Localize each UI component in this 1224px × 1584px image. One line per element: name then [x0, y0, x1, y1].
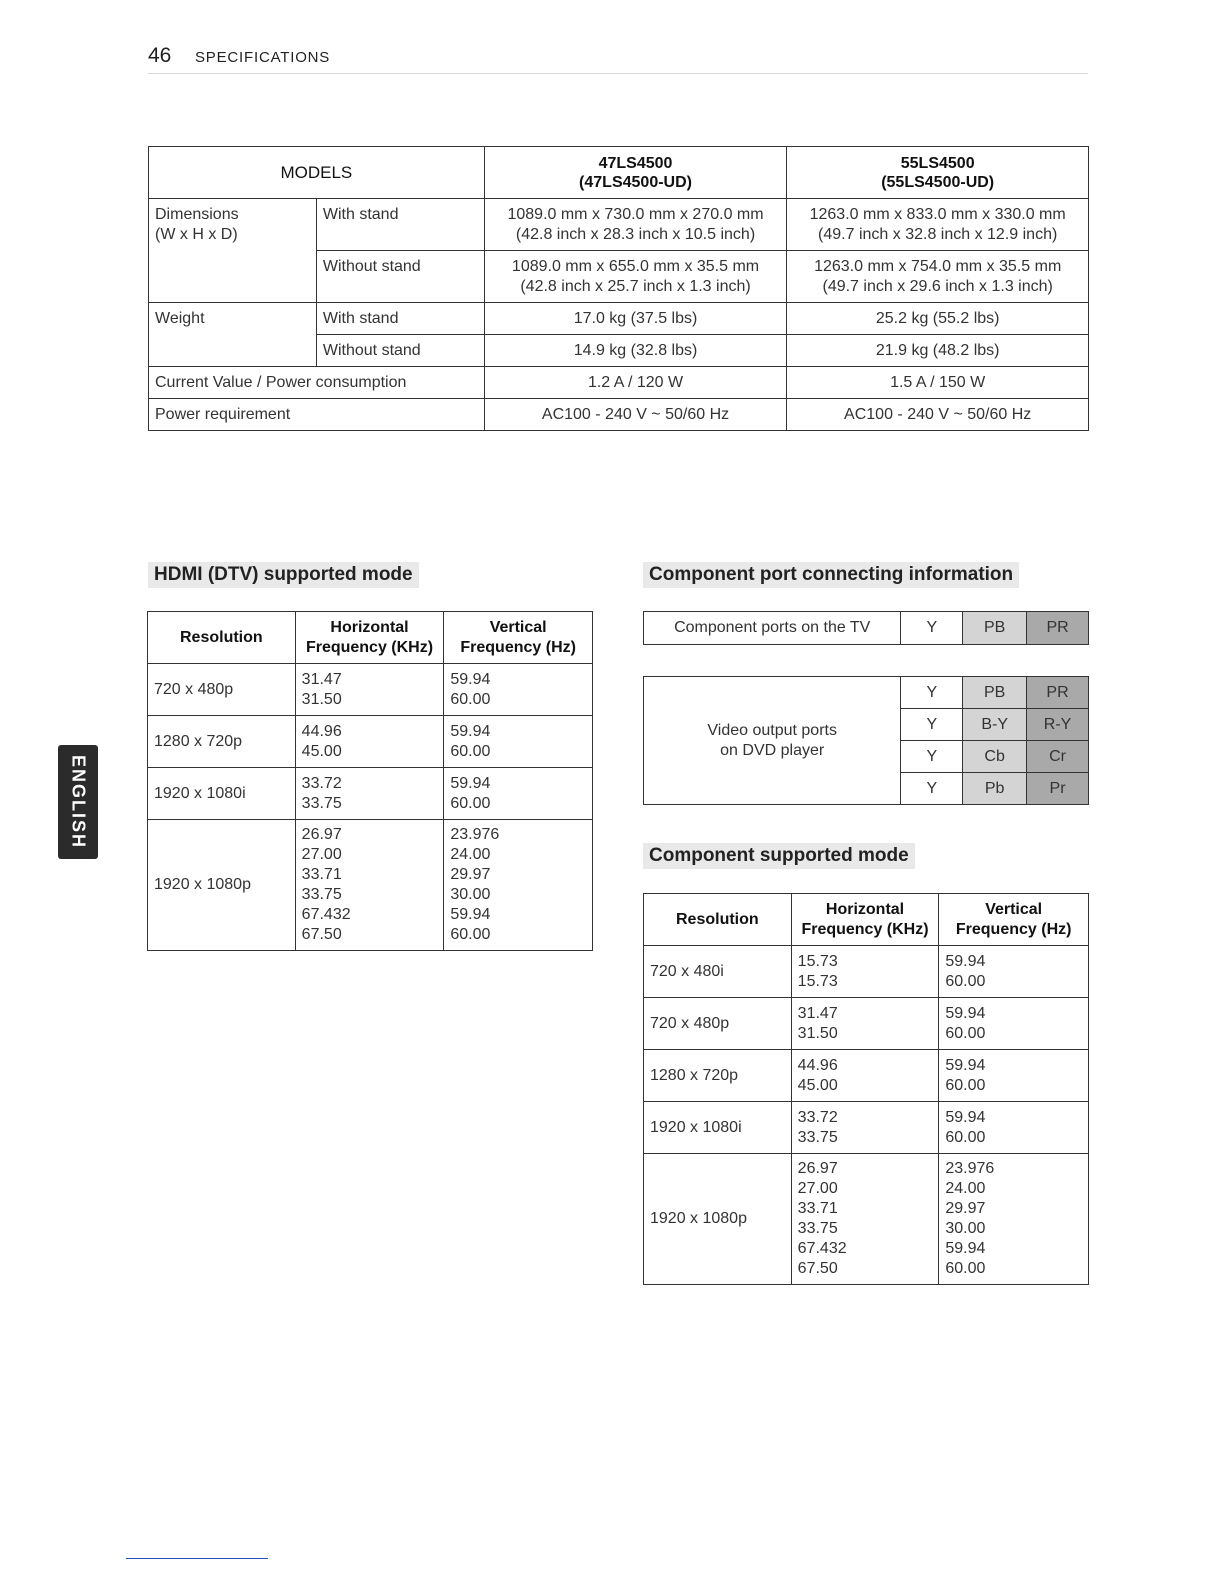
power-row: [149, 399, 1089, 431]
page-header: [148, 44, 1088, 74]
dim-with-a: 1089.0 mm x 730.0 mm x 270.0 mm (42.8 inch x 28.3 inch x 10.5 inch): [484, 199, 787, 251]
without-stand-label: Without stand: [316, 251, 484, 303]
weight-without-a: 14.9 kg (32.8 lbs): [484, 335, 787, 367]
dvd-port-r: R-Y: [1027, 709, 1089, 741]
dvd-ports-label: Video output ports on DVD player: [644, 677, 901, 805]
dvd-port-r: Cr: [1027, 741, 1089, 773]
tv-ports-row: [644, 612, 1089, 645]
hdmi-v-values: 59.94 60.00: [444, 716, 593, 768]
page-number: 46: [148, 44, 172, 67]
table-row: [148, 716, 593, 768]
component-h-header: Horizontal Frequency (KHz): [791, 894, 939, 946]
hdmi-v-values: 59.94 60.00: [444, 768, 593, 820]
component-h-values: 44.96 45.00: [791, 1050, 939, 1102]
hdmi-v-header: Vertical Frequency (Hz): [444, 612, 593, 664]
dvd-port-y: Y: [901, 709, 963, 741]
power-b: AC100 - 240 V ~ 50/60 Hz: [787, 399, 1089, 431]
hdmi-v-values: 23.976 24.00 29.97 30.00 59.94 60.00: [444, 820, 593, 951]
table-row: [644, 1102, 1089, 1154]
dim-without-a: 1089.0 mm x 655.0 mm x 35.5 mm (42.8 inch x 25.7 inch x 1.3 inch): [484, 251, 787, 303]
component-v-values: 23.976 24.00 29.97 30.00 59.94 60.00: [939, 1154, 1089, 1285]
weight-without-b: 21.9 kg (48.2 lbs): [787, 335, 1089, 367]
hdmi-h-values: 44.96 45.00: [295, 716, 444, 768]
component-h-values: 33.72 33.75: [791, 1102, 939, 1154]
dim-with-b: 1263.0 mm x 833.0 mm x 330.0 mm (49.7 inch x 32.8 inch x 12.9 inch): [787, 199, 1089, 251]
component-res: 720 x 480i: [644, 946, 792, 998]
hdmi-res: 1920 x 1080p: [148, 820, 296, 951]
section-name: SPECIFICATIONS: [195, 49, 331, 66]
models-header: MODELS: [149, 147, 485, 199]
weight-with-row: [149, 303, 1089, 335]
hdmi-title: HDMI (DTV) supported mode: [148, 562, 419, 588]
tv-port-pr: PR: [1027, 612, 1089, 645]
dvd-port-y: Y: [901, 677, 963, 709]
dvd-port-b: B-Y: [963, 709, 1027, 741]
dvd-ports-row: [644, 677, 1089, 709]
current-row: [149, 367, 1089, 399]
language-tab: [58, 745, 98, 859]
dvd-port-b: Pb: [963, 773, 1027, 805]
component-v-header: Vertical Frequency (Hz): [939, 894, 1089, 946]
dvd-port-b: Cb: [963, 741, 1027, 773]
dim-without-b: 1263.0 mm x 754.0 mm x 35.5 mm (49.7 inch x 29.6 inch x 1.3 inch): [787, 251, 1089, 303]
language-tab-label: ENGLISH: [68, 754, 89, 850]
hdmi-h-values: 26.97 27.00 33.71 33.75 67.432 67.50: [295, 820, 444, 951]
power-a: AC100 - 240 V ~ 50/60 Hz: [484, 399, 787, 431]
table-row: [148, 768, 593, 820]
weight-with-b: 25.2 kg (55.2 lbs): [787, 303, 1089, 335]
dvd-port-b: PB: [963, 677, 1027, 709]
hdmi-res: 1280 x 720p: [148, 716, 296, 768]
power-label: Power requirement: [149, 399, 485, 431]
component-res: 1280 x 720p: [644, 1050, 792, 1102]
table-row: [644, 1050, 1089, 1102]
hdmi-table: [147, 611, 593, 951]
component-h-values: 31.47 31.50: [791, 998, 939, 1050]
dvd-ports-table: [643, 676, 1089, 805]
component-header-row: [644, 894, 1089, 946]
current-a: 1.2 A / 120 W: [484, 367, 787, 399]
spec-header-row: [149, 147, 1089, 199]
current-b: 1.5 A / 150 W: [787, 367, 1089, 399]
component-res-header: Resolution: [644, 894, 792, 946]
hdmi-h-values: 31.47 31.50: [295, 664, 444, 716]
component-h-values: 15.73 15.73: [791, 946, 939, 998]
table-row: [148, 664, 593, 716]
model-a-header: 47LS4500 (47LS4500-UD): [484, 147, 787, 199]
hdmi-h-values: 33.72 33.75: [295, 768, 444, 820]
component-res: 1920 x 1080p: [644, 1154, 792, 1285]
hdmi-res-header: Resolution: [148, 612, 296, 664]
table-row: [644, 1154, 1089, 1285]
component-title: Component supported mode: [643, 843, 915, 869]
component-res: 720 x 480p: [644, 998, 792, 1050]
with-stand-label: With stand: [316, 199, 484, 251]
component-v-values: 59.94 60.00: [939, 1102, 1089, 1154]
table-row: [644, 998, 1089, 1050]
component-res: 1920 x 1080i: [644, 1102, 792, 1154]
dvd-port-y: Y: [901, 741, 963, 773]
tv-ports-table: [643, 611, 1089, 645]
component-port-title: Component port connecting information: [643, 562, 1019, 588]
component-v-values: 59.94 60.00: [939, 946, 1089, 998]
weight-with-a: 17.0 kg (37.5 lbs): [484, 303, 787, 335]
dimensions-label: Dimensions (W x H x D): [149, 199, 317, 303]
hdmi-v-values: 59.94 60.00: [444, 664, 593, 716]
tv-port-pb: PB: [963, 612, 1027, 645]
weight-with-stand-label: With stand: [316, 303, 484, 335]
spec-table: [148, 146, 1089, 431]
current-label: Current Value / Power consumption: [149, 367, 485, 399]
hdmi-res: 720 x 480p: [148, 664, 296, 716]
hdmi-header-row: [148, 612, 593, 664]
component-v-values: 59.94 60.00: [939, 998, 1089, 1050]
footer-rule: [126, 1558, 268, 1559]
hdmi-res: 1920 x 1080i: [148, 768, 296, 820]
tv-ports-label: Component ports on the TV: [644, 612, 901, 645]
dvd-port-y: Y: [901, 773, 963, 805]
table-row: [644, 946, 1089, 998]
tv-port-y: Y: [901, 612, 963, 645]
dvd-port-r: PR: [1027, 677, 1089, 709]
component-h-values: 26.97 27.00 33.71 33.75 67.432 67.50: [791, 1154, 939, 1285]
component-table: [643, 893, 1089, 1285]
table-row: [148, 820, 593, 951]
dimensions-with-row: [149, 199, 1089, 251]
model-b-header: 55LS4500 (55LS4500-UD): [787, 147, 1089, 199]
dvd-port-r: Pr: [1027, 773, 1089, 805]
hdmi-h-header: Horizontal Frequency (KHz): [295, 612, 444, 664]
weight-label: Weight: [149, 303, 317, 367]
component-v-values: 59.94 60.00: [939, 1050, 1089, 1102]
weight-without-stand-label: Without stand: [316, 335, 484, 367]
